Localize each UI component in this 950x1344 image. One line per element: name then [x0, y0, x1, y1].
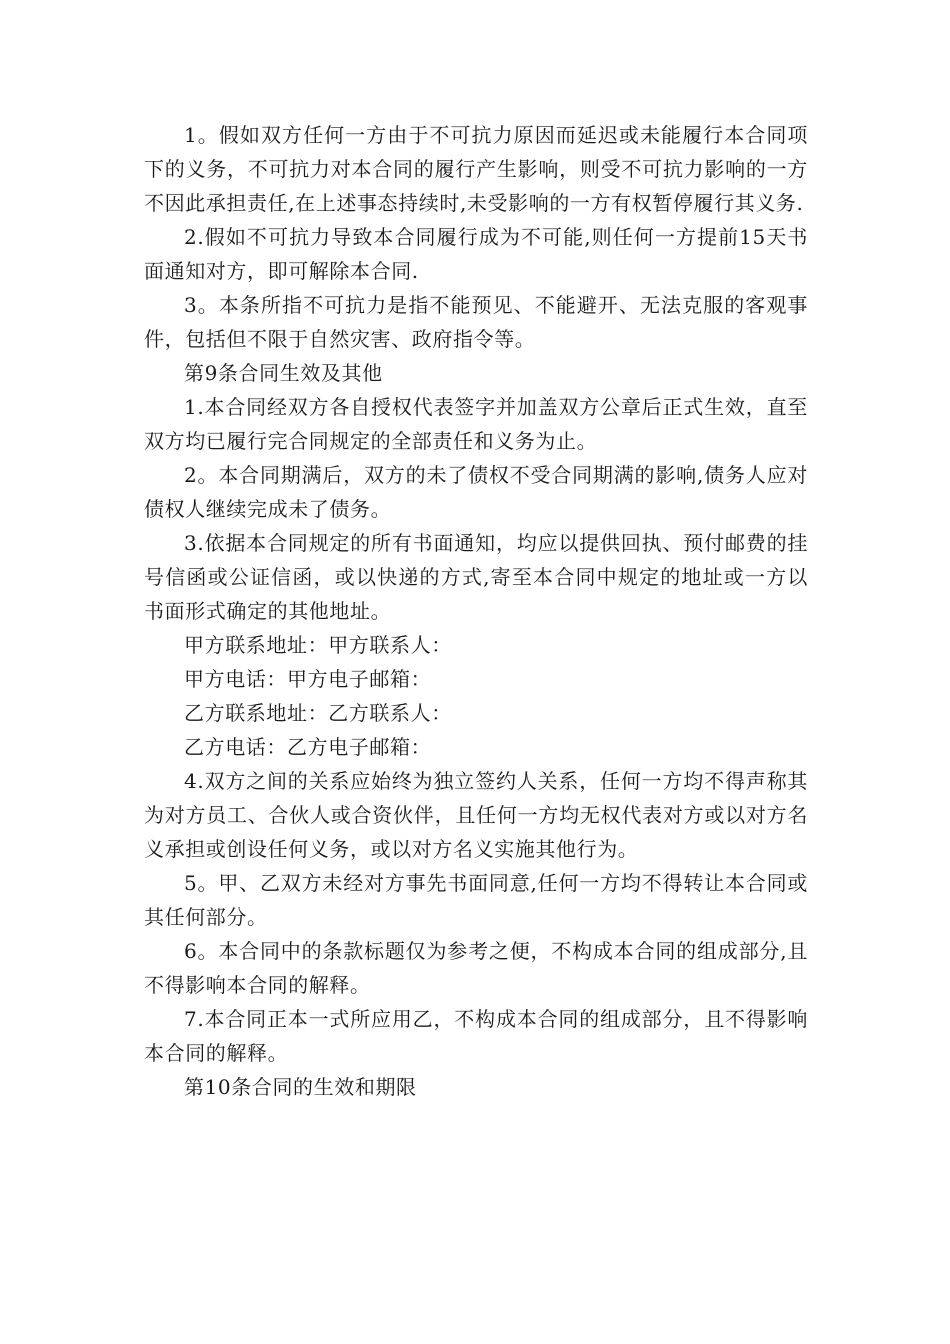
clause-force-majeure-3: 3。本条所指不可抗力是指不能预见、不能避开、无法克服的客观事件，包括但不限于自然灾害、政府指令等。	[144, 293, 808, 351]
clause-effect-6: 6。本合同中的条款标题仅为参考之便，不构成本合同的组成部分,且不得影响本合同的解释。	[144, 939, 808, 997]
party-a-address-line: 甲方联系地址：甲方联系人：	[184, 633, 452, 657]
party-a-phone-line: 甲方电话：甲方电子邮箱：	[184, 667, 432, 691]
clause-effect-7: 7.本合同正本一式所应用乙，不构成本合同的组成部分，且不得影响本合同的解释。	[144, 1007, 808, 1065]
clause-effect-3: 3.依据本合同规定的所有书面通知，均应以提供回执、预付邮费的挂号信函或公证信函，或以快递的方式,寄至本合同中规定的地址或一方以书面形式确定的其他地址。	[144, 531, 808, 623]
clause-effect-1: 1.本合同经双方各自授权代表签字并加盖双方公章后正式生效，直至双方均已履行完合同规定的全部责任和义务为止。	[144, 395, 808, 453]
party-b-phone-line: 乙方电话：乙方电子邮箱：	[184, 735, 432, 759]
clause-effect-4: 4.双方之间的关系应始终为独立签约人关系，任何一方均不得声称其为对方员工、合伙人或合资伙伴，且任何一方均无权代表对方或以对方名义承担或创设任何义务，或以对方名义实施其他行为。	[144, 769, 808, 861]
clause-effect-2: 2。本合同期满后，双方的未了债权不受合同期满的影响,债务人应对债权人继续完成未了债务。	[144, 463, 808, 521]
clause-force-majeure-2: 2.假如不可抗力导致本合同履行成为不可能,则任何一方提前15天书面通知对方，即可解除本合同.	[144, 225, 808, 283]
clause-effect-5: 5。甲、乙双方未经对方事先书面同意,任何一方均不得转让本合同或其任何部分。	[144, 871, 808, 929]
clause-force-majeure-1: 1。假如双方任何一方由于不可抗力原因而延迟或未能履行本合同项下的义务，不可抗力对本合同的履行产生影响，则受不可抗力影响的一方不因此承担责任,在上述事态持续时,未受影响的一方有权暂停履行其义务.	[144, 123, 808, 215]
section-heading-10: 第10条合同的生效和期限	[184, 1075, 417, 1099]
party-b-address-line: 乙方联系地址：乙方联系人：	[184, 701, 452, 725]
document-body	[144, 118, 808, 1104]
section-heading-9: 第9条合同生效及其他	[184, 361, 383, 385]
